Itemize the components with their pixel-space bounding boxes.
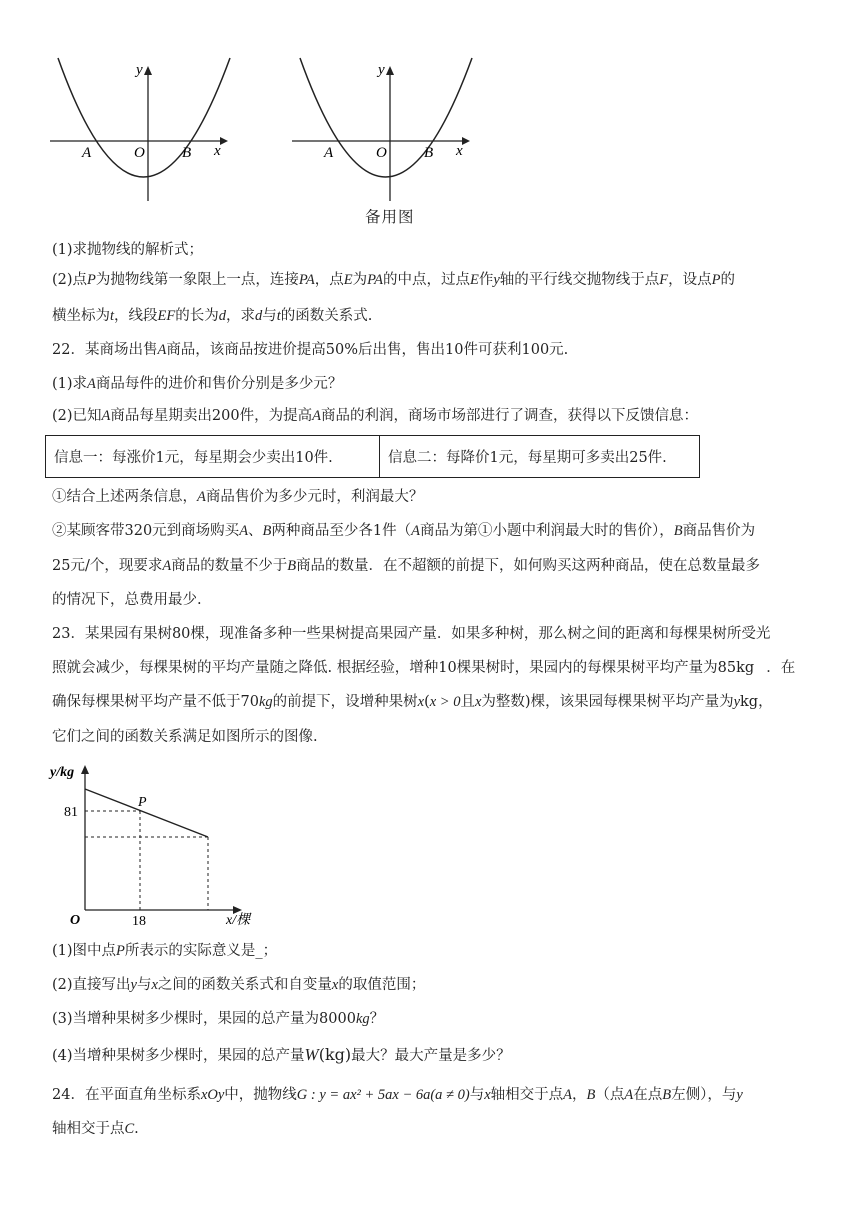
q22-sub1: ①结合上述两条信息，A商品售价为多少元时，利润最大？ bbox=[52, 489, 424, 505]
yield-graph bbox=[48, 756, 288, 926]
y-label: y bbox=[136, 62, 143, 78]
q23-part1: (1)图中点P所表示的实际意义是_； bbox=[52, 943, 278, 959]
q23-line3: 确保每棵果树平均产量不低于70kg的前提下，设增种果树x(x > 0且x为整数)棵，该果园每棵果树平均产量为ykg， bbox=[52, 694, 773, 710]
q24-line1: 24．在平面直角坐标系xOy中，抛物线G : y = ax² + 5ax − 6a(a ≠ 0)与x轴相交于点A，B（点A在点B左侧），与y bbox=[52, 1087, 743, 1103]
x-axis-arrow bbox=[220, 137, 228, 145]
y-label: y bbox=[378, 62, 385, 78]
q21-part2-line2: 横坐标为t，线段EF的长为d，求d与t的函数关系式. bbox=[52, 308, 373, 324]
parabola-figure-2 bbox=[290, 56, 480, 206]
q21-part1: (1)求抛物线的解析式； bbox=[52, 242, 204, 258]
info-table bbox=[45, 435, 700, 478]
q21-part2-line1: (2)点P为抛物线第一象限上一点，连接PA，点E为PA的中点，过点E作y轴的平行线交抛物线于点F，设点P的 bbox=[52, 272, 735, 288]
y-tick-81: 81 bbox=[64, 805, 78, 820]
point-a-label: A bbox=[324, 145, 334, 161]
point-b-label: B bbox=[424, 145, 434, 161]
info-cell-2: 信息二：每降价1元，每星期可多卖出25件. bbox=[379, 436, 699, 477]
point-p-label: P bbox=[138, 795, 147, 810]
q22-sub2-line3: 的情况下，总费用最少. bbox=[52, 592, 202, 608]
point-b-label: B bbox=[182, 145, 192, 161]
origin-label: O bbox=[376, 145, 387, 161]
info-cell-1: 信息一：每涨价1元，每星期会少卖出10件. bbox=[54, 450, 333, 466]
y-axis-arrow bbox=[81, 765, 89, 774]
y-axis-arrow bbox=[386, 66, 394, 75]
q23-line1: 23．某果园有果树80棵，现准备多种一些果树提高果园产量．如果多种树，那么树之间的距离和每棵果树所受光 bbox=[52, 626, 771, 642]
q23-part4: (4)当增种果树多少棵时，果园的总产量W(kg)最大？最大产量是多少？ bbox=[52, 1045, 511, 1064]
x-label: x bbox=[214, 143, 221, 159]
q22-part2: (2)已知A商品每星期卖出200件，为提高A商品的利润，商场市场部进行了调查，获得以下反馈信息： bbox=[52, 408, 698, 424]
figure-caption: 备用图 bbox=[365, 208, 415, 226]
x-axis-label: x/棵 bbox=[226, 913, 251, 926]
y-axis-label: y/kg bbox=[50, 765, 75, 780]
x-axis-arrow bbox=[462, 137, 470, 145]
q22-sub2-line2: 25元/个，现要求A商品的数量不少于B商品的数量．在不超额的前提下，如何购买这两种商品，使在总数量最多 bbox=[52, 558, 761, 574]
q22-sub2-line1: ②某顾客带320元到商场购买A、B两种商品至少各1件（A商品为第①小题中利润最大时的售价），B商品售价为 bbox=[52, 523, 756, 539]
origin-label: O bbox=[134, 145, 145, 161]
q22-stem: 22．某商场出售A商品，该商品按进价提高50%后出售，售出10件可获利100元. bbox=[52, 342, 569, 358]
q23-part2: (2)直接写出y与x之间的函数关系式和自变量x的取值范围； bbox=[52, 977, 426, 993]
y-axis-arrow bbox=[144, 66, 152, 75]
q22-part1: (1)求A商品每件的进价和售价分别是多少元？ bbox=[52, 376, 343, 392]
x-tick-18: 18 bbox=[132, 914, 146, 926]
x-label: x bbox=[456, 143, 463, 159]
q23-part3: (3)当增种果树多少棵时，果园的总产量为8000kg？ bbox=[52, 1011, 385, 1027]
q23-line4: 它们之间的函数关系满足如图所示的图像. bbox=[52, 729, 318, 745]
q23-line2: 照就会减少，每棵果树的平均产量随之降低. 根据经验，增种10棵果树时，果园内的每棵果树平均产量为85kg ．在 bbox=[52, 660, 796, 676]
point-a-label: A bbox=[82, 145, 92, 161]
q24-line2: 轴相交于点C. bbox=[52, 1121, 139, 1137]
origin-label: O bbox=[70, 913, 81, 926]
parabola-figure-1 bbox=[48, 56, 238, 206]
